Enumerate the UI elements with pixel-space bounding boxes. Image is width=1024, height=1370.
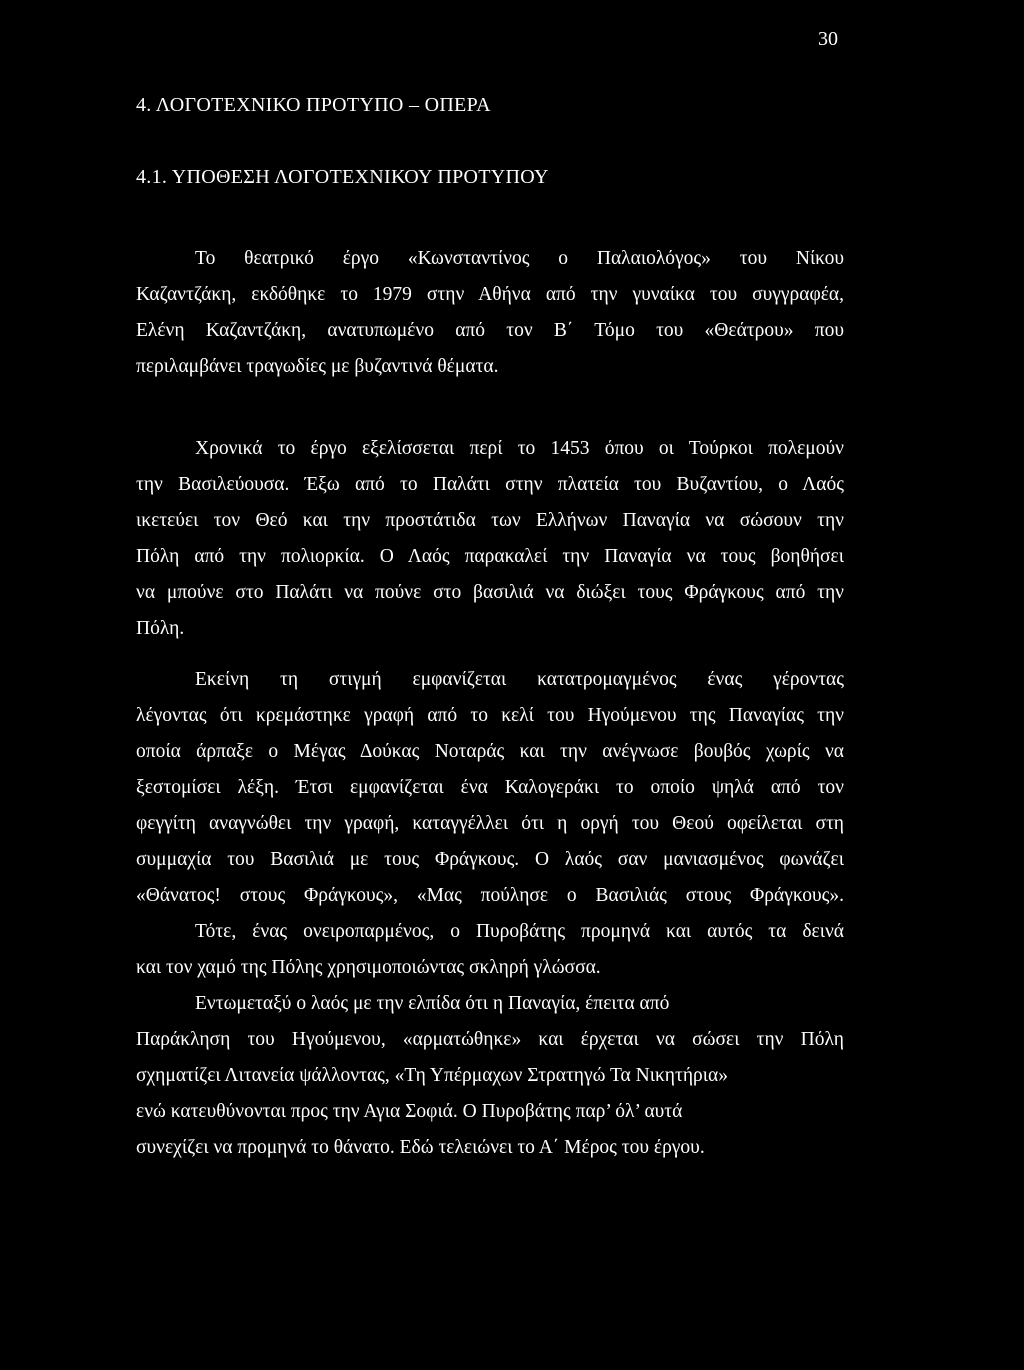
text-line: σχηματίζει Λιτανεία ψάλλοντας, «Τη Υπέρμαχων Στρατηγώ Τα Νικητήρια» [136,1065,728,1086]
text-line: οποία άρπαξε ο Μέγας Δούκας Νοταράς και την ανέγνωσε βουβός χωρίς να [136,741,844,762]
text-line: ικετεύει τον Θεό και την προστάτιδα των Ελλήνων Παναγία να σώσουν την [136,510,844,531]
text-line: συμμαχία του Βασιλιά με τους Φράγκους. Ο λαός σαν μανιασμένος φωνάζει [136,849,844,870]
text-line: Τότε, ένας ονειροπαρμένος, ο Πυροβάτης προμηνά και αυτός τα δεινά [195,921,844,942]
page-number: 30 [818,28,838,50]
text-line: περιλαμβάνει τραγωδίες με βυζαντινά θέματα. [136,356,499,377]
text-line: λέγοντας ότι κρεμάστηκε γραφή από το κελί του Ηγούμενου της Παναγίας την [136,705,844,726]
text-line: φεγγίτη αναγνώθει την γραφή, καταγγέλλει ότι η οργή του Θεού οφείλεται στη [136,813,844,834]
text-line: να μπούνε στο Παλάτι να πούνε στο βασιλιά να διώξει τους Φράγκους από την [136,582,844,603]
text-line: την Βασιλεύουσα. Έξω από το Παλάτι στην πλατεία του Βυζαντίου, ο Λαός [136,474,844,495]
text-line: Πόλη από την πολιορκία. Ο Λαός παρακαλεί την Παναγία να τους βοηθήσει [136,546,844,567]
text-line: «Θάνατος! στους Φράγκους», «Μας πούλησε ο Βασιλιάς στους Φράγκους». [136,885,844,906]
section-heading: 4.1. ΥΠΟΘΕΣΗ ΛΟΓΟΤΕΧΝΙΚΟΥ ΠΡΟΤΥΠΟΥ [136,166,549,188]
text-line: Ελένη Καζαντζάκη, ανατυπωμένο από τον Β΄ Τόμο του «Θεάτρου» που [136,320,844,341]
paragraph-setting [136,431,844,647]
text-line: συνεχίζει να προμηνά το θάνατο. Εδώ τελειώνει το Α΄ Μέρος του έργου. [136,1137,705,1158]
text-line: Χρονικά το έργο εξελίσσεται περί το 1453 όπου οι Τούρκοι πολεμούν [195,438,844,459]
paragraph-publication [136,241,844,385]
text-line: ενώ κατευθύνονται προς την Αγια Σοφιά. Ο Πυροβάτης παρ’ όλ’ αυτά [136,1101,683,1122]
text-line: Το θεατρικό έργο «Κωνσταντίνος ο Παλαιολόγος» του Νίκου [195,248,844,269]
chapter-heading: 4. ΛΟΓΟΤΕΧΝΙΚΟ ΠΡΟΤΥΠΟ – ΟΠΕΡΑ [136,94,491,116]
text-line: και τον χαμό της Πόλης χρησιμοποιώντας σκληρή γλώσσα. [136,957,601,978]
text-line: Εκείνη τη στιγμή εμφανίζεται κατατρομαγμένος ένας γέροντας [195,669,844,690]
text-line: ξεστομίσει λέξη. Έτσι εμφανίζεται ένα Καλογεράκι το οποίο ψηλά από τον [136,777,844,798]
text-line: Παράκληση του Ηγούμενου, «αρματώθηκε» και έρχεται να σώσει την Πόλη [136,1029,844,1050]
paragraph-plot [136,662,844,1166]
text-line: Εντωμεταξύ ο λαός με την ελπίδα ότι η Παναγία, έπειτα από [195,993,670,1014]
text-line: Πόλη. [136,618,185,639]
text-line: Καζαντζάκη, εκδόθηκε το 1979 στην Αθήνα από την γυναίκα του συγγραφέα, [136,284,844,305]
